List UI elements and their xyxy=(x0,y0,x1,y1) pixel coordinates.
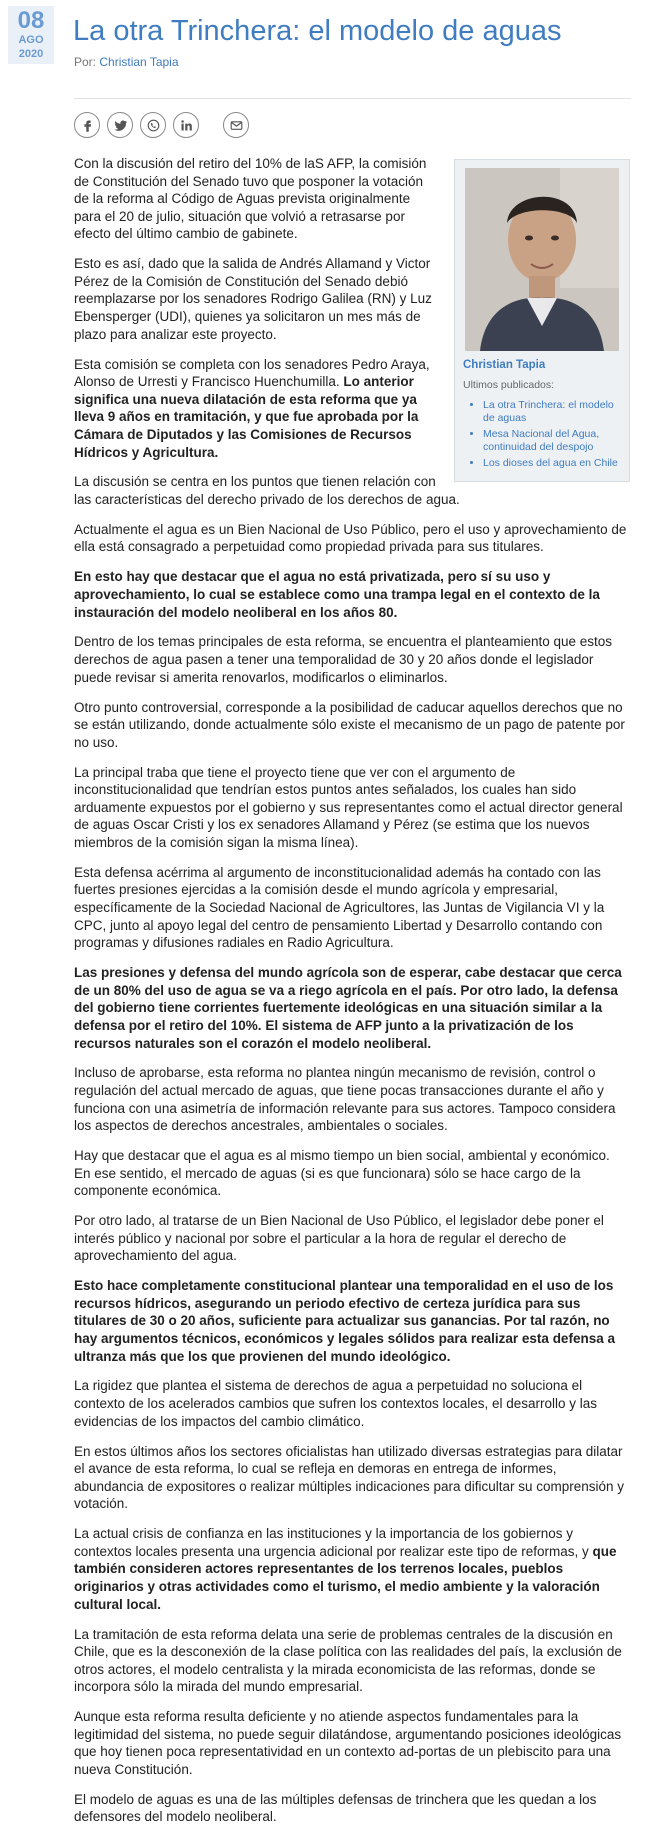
paragraph-text: La rigidez que plantea el sistema de derechos de agua a perpetuidad no soluciona el contexto de los acelerados cambios que sufren los contextos locales, el desarrollo y las evidencias de los impactos del cambio climático. xyxy=(74,1378,598,1429)
paragraph-text: Actualmente el agua es un Bien Nacional de Uso Público, pero el uso y aprovechamiento de ella está consagrado a perpetuidad como propiedad privada para sus titulares. xyxy=(74,521,627,555)
article-paragraph xyxy=(74,1443,630,1513)
article-paragraph xyxy=(74,1708,630,1778)
author-name[interactable]: Christian Tapia xyxy=(463,359,546,371)
author-subtitle: Ultimos publicados: xyxy=(463,378,555,391)
article-title: La otra Trinchera: el modelo de aguas xyxy=(73,15,562,47)
paragraph-text: Aunque esta reforma resulta deficiente y no atiende aspectos fundamentales para la legitimidad del sistema, no puede seguir dilatándose, argumentando posiciones ideológicas que hoy tienen poca representatividad en un contexto ad-portas de un plebiscito para una nueva Constitución. xyxy=(74,1709,622,1777)
paragraph-bold-text: Las presiones y defensa del mundo agrícola son de esperar, cabe destacar que cerca de un 80% del uso de agua se va a riego agrícola en el país. Por otro lado, la defensa del gobierno tiene corrientes fuertemente ideológicas en una situación similar a la defensa por el retiro del 10%. El sistema de AFP junto a la privatización de los recursos naturales son el corazón el modelo neoliberal. xyxy=(74,965,622,1051)
author-box xyxy=(454,159,630,482)
article-paragraph xyxy=(74,568,630,621)
email-icon[interactable] xyxy=(223,112,249,138)
article-paragraph xyxy=(74,764,630,852)
paragraph-text: Esta comisión se completa con los senadores Pedro Araya, Alonso de Urresti y Francisco Huenchumilla. xyxy=(74,356,430,390)
article-paragraph xyxy=(74,1147,630,1200)
paragraph-text: La discusión se centra en los puntos que tienen relación con las características del derecho privado de los derechos de agua. xyxy=(74,474,460,507)
article-paragraph xyxy=(74,1525,630,1613)
paragraph-bold-text: que también consideren actores representantes de los terrenos locales, pueblos originarios y otras actividades como el turismo, el medio ambiente y la valoración cultural local. xyxy=(74,1543,617,1612)
article-paragraph xyxy=(74,1277,630,1365)
recent-post-link[interactable]: • Mesa Nacional del Agua, continuidad del despojo xyxy=(483,428,621,454)
article-paragraph xyxy=(74,1064,630,1134)
paragraph-text: Esta defensa acérrima al argumento de inconstitucionalidad además ha contado con las fuertes presiones ejercidas a la comisión desde el mundo agrícola y empresarial, específicamente de la Sociedad Nacional de Agricultores, las Juntas de Vigilancia VI y la CPC, junto al apoyo legal del centro de pensamiento Libertad y Desarrollo contando con programas y difusiones radiales en Radio Agricultura. xyxy=(74,864,605,951)
article-paragraph xyxy=(74,521,630,556)
paragraph-bold-text: Lo anterior significa una nueva dilatación de esta reforma que ya lleva 9 años en tramitación, y que fue aprobada por la Cámara de Diputados y las Comisiones de Recursos Hídricos y Agricultura. xyxy=(74,374,419,460)
paragraph-text: Hay que destacar que el agua es al mismo tiempo un bien social, ambiental y económico. En ese sentido, el mercado de aguas (si es que funcionara) sólo se hace cargo de la componente económica. xyxy=(74,1148,610,1199)
paragraph-text: Con la discusión del retiro del 10% de laS AFP, la comisión de Constitución del Senado tuvo que posponer la votación de la reforma al Código de Aguas prevista originalmente para el 20 de julio, situación que volvió a retrasarse por efecto del último cambio de gabinete. xyxy=(74,156,427,242)
date-year: 2020 xyxy=(18,48,44,60)
recent-post-link[interactable]: • Los dioses del agua en Chile xyxy=(483,457,621,470)
paragraph-text: Otro punto controversial, corresponde a la posibilidad de caducar aquellos derechos que no se están utilizando, donde actualmente sólo existe el mecanismo de un pago de patente por no uso. xyxy=(74,699,625,750)
paragraph-text: La actual crisis de confianza en las instituciones y la importancia de los gobiernos y contextos locales presenta una urgencia adicional por realizar este tipo de reformas, y xyxy=(74,1526,593,1559)
article-paragraph xyxy=(74,1377,630,1430)
byline-prefix: Por: xyxy=(74,55,97,69)
article-paragraph xyxy=(74,1791,630,1826)
author-photo xyxy=(465,168,619,351)
article-paragraph xyxy=(74,864,630,952)
date-badge xyxy=(8,6,54,64)
article-paragraph xyxy=(74,699,630,752)
paragraph-text: La principal traba que tiene el proyecto tiene que ver con el argumento de inconstitucionalidad que tendrían estos puntos antes señalados, los cuales han sido arduamente expuestos por el gobierno y sus representantes como el actual director general de aguas Oscar Cristi y los ex senadores Allamand y Pérez (se estima que los nuevos miembros de la comisión sigan la misma línea). xyxy=(74,764,623,850)
share-bar xyxy=(74,112,249,138)
recent-post-link[interactable]: • La otra Trinchera: el modelo de aguas xyxy=(483,399,621,425)
date-month: AGO xyxy=(18,34,44,46)
recent-posts-list xyxy=(463,399,621,470)
article-paragraph xyxy=(74,633,630,686)
paragraph-bold-text: En esto hay que destacar que el agua no está privatizada, pero sí su uso y aprovechamiento, lo cual se establece como una trampa legal en el contexto de la instauración del modelo neoliberal en los años 80. xyxy=(74,569,600,620)
article-paragraph xyxy=(74,1212,630,1265)
paragraph-text: Esto es así, dado que la salida de Andrés Allamand y Victor Pérez de la Comisión de Constitución del Senado debió reemplazarse por los senadores Rodrigo Galilea (RN) y Luz Ebensperger (UDI), quienes ya solicitaron un mes más de plazo para analizar este proyecto. xyxy=(74,256,432,342)
divider xyxy=(74,98,631,99)
paragraph-text: Incluso de aprobarse, esta reforma no plantea ningún mecanismo de revisión, control o regulación del actual mercado de aguas, que tiene pocas transacciones durante el año y funciona con una asimetría de información relevante para sus actores. Tampoco considera los aspectos de derechos ancestrales, ambientales o sociales. xyxy=(74,1065,616,1134)
facebook-icon[interactable] xyxy=(74,112,100,138)
date-day: 08 xyxy=(17,7,45,34)
paragraph-bold-text: Esto hace completamente constitucional plantear una temporalidad en el uso de los recursos hídricos, asegurando un periodo efectivo de certeza jurídica para sus titulares de 30 o 20 años, suficiente para actualizar sus ganancias. Por tal razón, no hay argumentos técnicos, económicos y legales sólidos para realizar esta defensa a ultranza más que los que provienen del mundo ideológico. xyxy=(74,1278,615,1364)
paragraph-text: El modelo de aguas es una de las múltiples defensas de trinchera que les quedan a los defensores del modelo neoliberal. xyxy=(74,1791,597,1825)
byline xyxy=(74,55,179,69)
paragraph-text: En estos últimos años los sectores oficialistas han utilizado diversas estrategias para dilatar el avance de esta reforma, lo cual se refleja en demoras en entrega de informes, abundancia de expositores o realizar múltiples indicaciones para dificultar su comprensión y votación. xyxy=(74,1443,625,1512)
paragraph-text: La tramitación de esta reforma delata una serie de problemas centrales de la discusión en Chile, que es la desconexión de la clase política con las realidades del país, la exclusión de otros actores, el modelo centralista y la mirada economicista de las reformas, donde se incorpora sólo la mirada del mundo empresarial. xyxy=(74,1626,622,1695)
twitter-icon[interactable] xyxy=(107,112,133,138)
whatsapp-icon[interactable] xyxy=(140,112,166,138)
paragraph-text: Por otro lado, al tratarse de un Bien Nacional de Uso Público, el legislador debe poner el interés público y nacional por sobre el particular a la hora de regular el derecho de aprovechamiento del agua. xyxy=(74,1213,604,1264)
linkedin-icon[interactable] xyxy=(173,112,199,138)
article-body xyxy=(74,155,630,1838)
article-paragraph xyxy=(74,1626,630,1696)
paragraph-text: Dentro de los temas principales de esta reforma, se encuentra el planteamiento que estos derechos de agua pasen a tener una temporalidad de 30 y 20 años donde el legislador puede revisar si amerita renovarlos, modificarlos o eliminarlos. xyxy=(74,634,613,685)
byline-author-link[interactable]: Christian Tapia xyxy=(99,55,179,69)
article-paragraph xyxy=(74,964,630,1052)
